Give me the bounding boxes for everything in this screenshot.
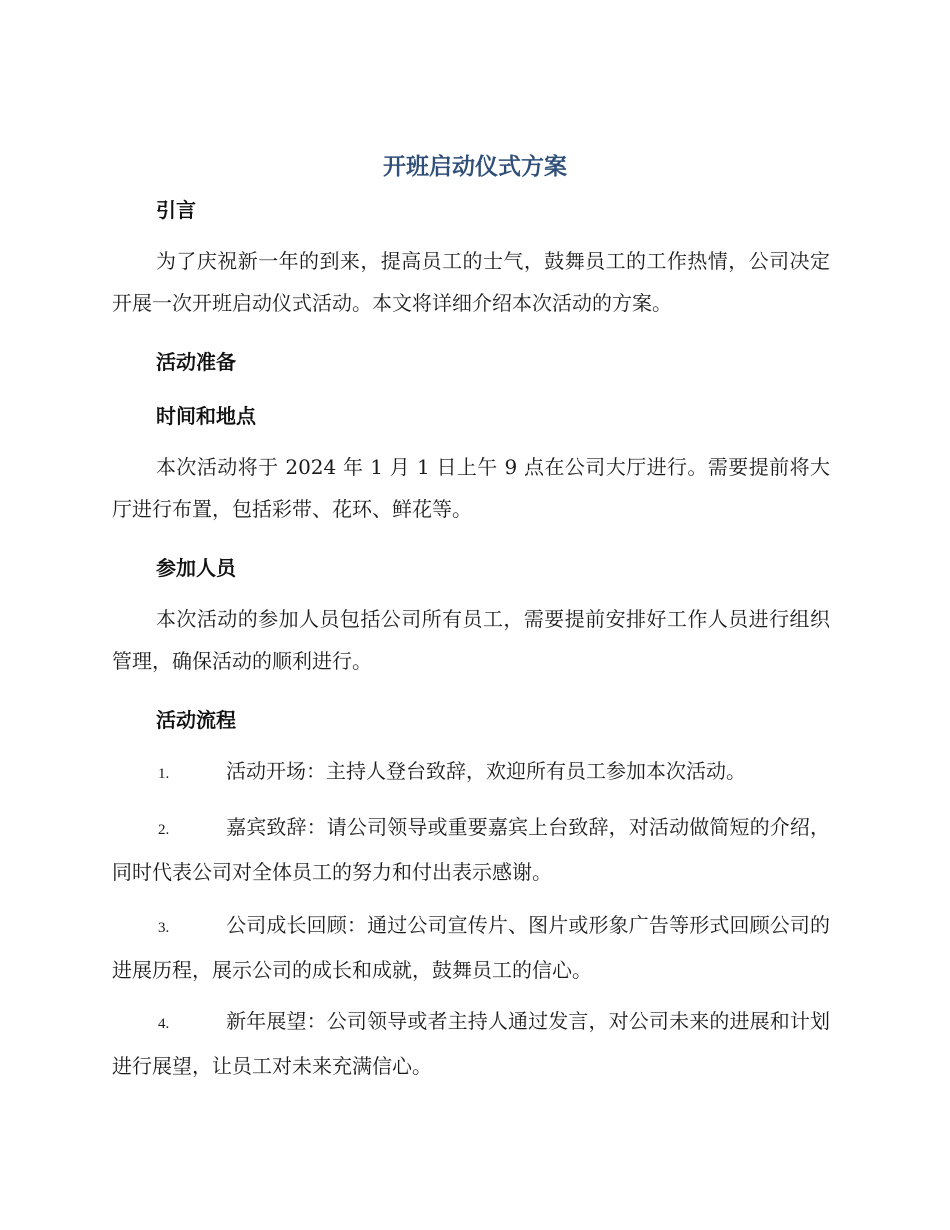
heading-flow: 活动流程 — [156, 708, 236, 732]
list-text: 活动开场：主持人登台致辞，欢迎所有员工参加本次活动。 — [226, 759, 746, 783]
list-text: 公司成长回顾：通过公司宣传片、图片或形象广告等形式回顾公司的进展历程，展示公司的成长和成就，鼓舞员工的信心。 — [112, 913, 830, 982]
list-number: 2. — [158, 822, 170, 838]
list-item — [112, 806, 830, 893]
list-number: 1. — [158, 766, 170, 782]
paragraph-participants: 本次活动的参加人员包括公司所有员工，需要提前安排好工作人员进行组织管理，确保活动的顺利进行。 — [112, 607, 830, 673]
list-item — [112, 904, 830, 991]
paragraph-time-location: 本次活动将于 2024 年 1 月 1 日上午 9 点在公司大厅进行。需要提前将大厅进行布置，包括彩带、花环、鲜花等。 — [112, 455, 830, 521]
list-item — [112, 1000, 830, 1087]
list-text: 嘉宾致辞：请公司领导或重要嘉宾上台致辞，对活动做简短的介绍，同时代表公司对全体员工的努力和付出表示感谢。 — [112, 815, 830, 884]
list-text: 新年展望：公司领导或者主持人通过发言，对公司未来的进展和计划进行展望，让员工对未来充满信心。 — [112, 1009, 830, 1078]
heading-preparation: 活动准备 — [156, 350, 236, 374]
document-title: 开班启动仪式方案 — [383, 154, 567, 180]
heading-time-location: 时间和地点 — [156, 404, 256, 428]
heading-intro: 引言 — [156, 198, 196, 222]
list-item — [112, 750, 830, 795]
list-number: 4. — [158, 1016, 170, 1032]
heading-participants: 参加人员 — [156, 556, 236, 580]
paragraph-intro: 为了庆祝新一年的到来，提高员工的士气，鼓舞员工的工作热情，公司决定开展一次开班启动仪式活动。本文将详细介绍本次活动的方案。 — [112, 249, 830, 315]
list-number: 3. — [158, 920, 170, 936]
